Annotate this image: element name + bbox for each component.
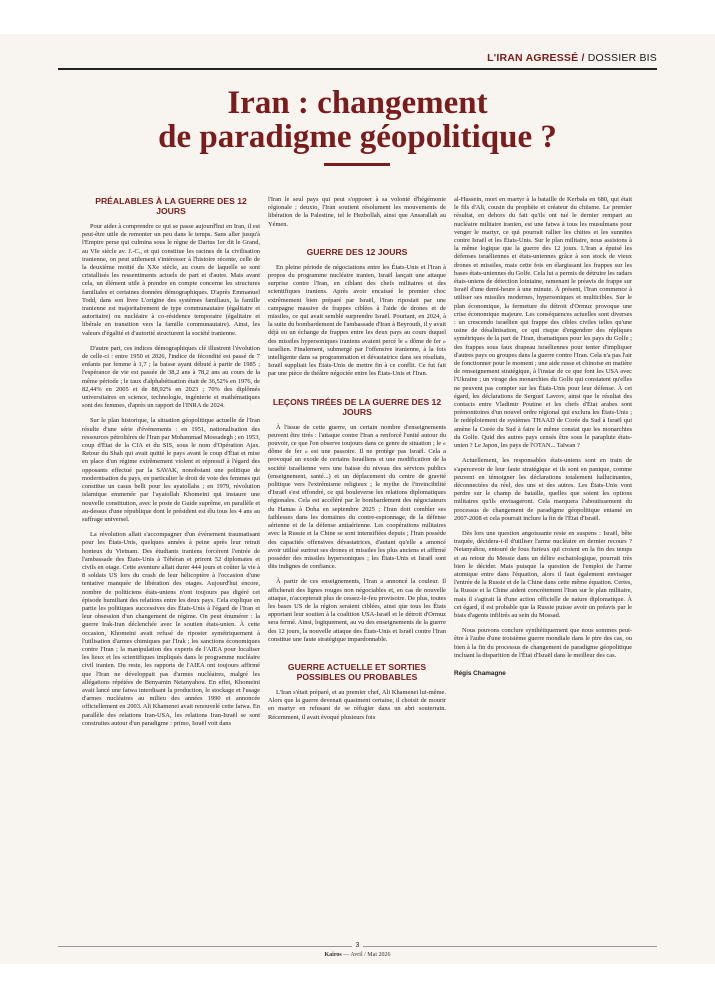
column-2	[268, 196, 446, 729]
paragraph: L'Iran s'était préparé, et au premier chef, Ali Khamenei lui-même. Alors que la guerre devenait quasiment certaine, il choisit de mourir en martyr en refusant de se réfugier dans un abri souterrain. Récemment, il avait évoqué plusieurs fois	[268, 688, 446, 721]
paragraph: D'autre part, ces indices démographiques clé illustrent l'évolution de celle-ci : entre 1950 et 2026, l'indice de fécondité est passé de 7 enfants par femme à 1,7 ; la baisse ayant débuté à partir de 1985 ; l'espérance de vie est passée de 38,2 ans à 78,2 ans au cours de la même période ; le taux d'alphabétisation était de 36,52% en 1976, de 82,44% en 2005 et de 88,92% en 2023 ; 70% des diplômés universitaires en science, technologie, ingénierie et mathématiques sont des femmes, d'après un rapport de l'INRA de 2024.	[82, 344, 260, 410]
publication-name: Kairos	[324, 952, 342, 958]
paragraph: En pleine période de négociations entre les États-Unis et l'Iran à propos du programme nucléaire iranien, Israël lançait une attaque surprise contre l'Iran, en ciblant des chefs militaires et des scientifiques iraniens. Après avoir encaissé le premier choc extrêmement bien préparé par Israël, l'Iran ripostait par une campagne massive de frappes ciblées à l'aide de drones et de missiles, ce qui avait semblé surprendre Israël. Pourtant, en 2024, à la suite du bombardement de l'ambassade d'Iran à Beyrouth, il y avait déjà eu un échange de frappes entre les deux pays au cours duquel des missiles hypersoniques iraniens avaient percé le « dôme de fer » israélien. Finalement, submergé par l'offensive iranienne, à la fois intelligente dans sa programmation et dévastatrice dans ses résultats, Israël suppliait les États-Unis de mettre fin à ce conflit. Ce fut fait par une pièce de théâtre négociée entre les États-Unis et l'Iran.	[268, 263, 446, 378]
header-rule	[58, 68, 657, 70]
paragraph: l'Iran le seul pays qui peut s'opposer à sa volonté d'hégémonie régionale ; deuxio, l'Iran soutient résolument les mouvements de libération de la Palestine, tel le Hezbollah, ainsi que Ansarallah au Yémen.	[268, 196, 446, 228]
publication-issue: — Avril / Mai 2026	[341, 952, 391, 958]
title-line-1: Iran : changement	[227, 85, 488, 121]
author-signature: Régis Chamagne	[454, 669, 506, 677]
page-number-value: 3	[352, 942, 364, 949]
paragraph: al-Hussein, mort en martyr à la bataille de Kerbala en 680, qui était le fils d'Ali, cousin du prophète et créateur du chiisme. Le premier résultat, en dehors du fait qu'ils ont tué le dernier rempart au nucléaire militaire iranien, est une fatwa à tous les musulmans pour venger le martyr, ce qui pourrait rallier les chiites et les sunnites contre Israël et les États-Unis. Sur le plan militaire, nous assistons à la même logique que la guerre des 12 jours. L'Iran a épuisé les défenses israéliennes et états-uniennes grâce à son stock de vieux drones et missiles, mais cette fois en élargissant les frappes sur les bases états-uniennes du Golfe. Cela lui a permis de détruire les radars états-uniens de détection lointaine, ramenant le préavis de frappe sur Israël d'une demi-heure à une minute. À présent, l'Iran commence à utiliser ses missiles modernes, hypersoniques et multicibles. Sur le plan économique, la fermeture du détroit d'Ormuz provoque une crise économique majeure. Les conséquences actuelles sont diverses : un crescendo israélien qui frappe des cibles civiles telles qu'une usine de désalinisation, ce qui risque d'engendrer des répliques symétriques de la part de l'Iran, dramatiques pour les pays du Golfe ; des frappes sous faux drapeau israéliennes pour tenter d'impliquer d'autres pays ou groupes dans la guerre contre l'Iran. Cela n'a pas l'air de fonctionner pour le moment ; une aide russe et chinoise en matière de renseignement stratégique, à l'instar de ce que font les USA avec l'Ukraine ; un virage des monarchies du Golfe qui constatent qu'elles ne peuvent pas compter sur les États-Unis pour leur défense. À cet égard, les déclarations de Sergueï Lavrov, ainsi que le résultat des contacts entre Vladimir Poutine et les chefs d'État arabes sont prémonitoires d'un nouvel ordre régional qui exclura les États-Unis ; le redéploiement de systèmes THAAD de Corée du Sud à Israël qui amène la Corée du Sud à faire le même constat que les monarchies du Golfe. Quid des autres pays censés être sous le parapluie états-unien ? Le Japon, les pays de l'OTAN... Taïwan ?	[454, 196, 632, 450]
paragraph: Sur le plan historique, la situation géopolitique actuelle de l'Iran résulte d'une série d'événements : en 1951, nationalisation des ressources pétrolières de l'Iran par Mohammad Mossadegh ; en 1953, coup d'État de la CIA et du SIS, sous le nom d'Opération Ajax. Retour du Shah qui avait quitté le pays avant le coup d'État et mise en place d'un régime extrêmement violent et répressif à l'égard des opposants effectué par la SAVAK, nonobstant une politique de modernisation du pays, en particulier le droit de vote des femmes qui constitue un casus belli pour les ayatollahs ; en 1979, révolution islamique emmenée par l'ayatollah Khomeini qui instaure une nouvelle constitution, avec le poste de Guide suprême, en parallèle et au-dessus d'une république dont le président est élu tous les 4 ans au suffrage universel.	[82, 417, 260, 523]
column-3	[454, 196, 632, 685]
title-line-2: de paradigme géopolitique ?	[158, 119, 557, 155]
paragraph: Pour aider à comprendre ce qui se passe aujourd'hui en Iran, il est peut-être utile de remonter un peu dans le temps. Sans aller jusqu'à l'Empire perse qui culmina sous le règne de Darius 1er dit le Grand, au VIe siècle av. J.-C., et qui constitue les racines de la civilisation iranienne, on peut utilement s'intéresser à l'histoire récente, celle de la deuxième moitié du XXe siècle, au cours de laquelle se sont cristallisés les ressentiments actuels de part et d'autre. Mais avant cela, un élément utile à prendre en compte concerne les structures familiales et certaines données démographiques. D'après Emmanuel Todd, dans son livre L'origine des systèmes familiaux, la famille iranienne est majoritairement de type communautaire (égalitaire et autoritaire) ou nucléaire à co-résidence temporaire (égalitaire et libérale en transition vers la famille communautaire). Ainsi, les valeurs d'égalité et d'autorité structurent la société iranienne.	[82, 223, 260, 337]
section-header	[487, 52, 657, 64]
paragraph: Nous pouvons conclure synthétiquement que nous sommes peut-être à l'aube d'une troisième guerre mondiale dans le pire des cas, ou bien à la fin du processus de changement de paradigme géopolitique incluant la disparition de l'État d'Israël dans le meilleur des cas.	[454, 627, 632, 659]
footer-publication	[0, 952, 715, 958]
section-name: DOSSIER BIS	[587, 52, 657, 64]
article-title	[58, 86, 657, 154]
subhead-guerre-actuelle: GUERRE ACTUELLE ET SORTIES POSSIBLES OU PROBABLES	[287, 661, 427, 682]
paragraph: Actuellement, les responsables états-uniens sont en train de s'apercevoir de leur faute stratégique et ils sont en panique, comme peuvent en témoigner les déclarations totalement hallucinantes, déconnectées du réel, des uns et des autres. Les États-Unis vont perdre sur le champ de bataille, quelles que soient les options militaires qu'ils envisageront. Cela marquera l'aboutissement du processus de changement de paradigme géopolitique entamé en 2007-2008 et cela pourrait inclure la fin de l'État d'Israël.	[454, 457, 632, 522]
paragraph: À l'issue de cette guerre, un certain nombre d'enseignements peuvent être tirés : l'attaque contre l'Iran a renforcé l'unité autour du pouvoir, ce que l'on observe toujours dans ce genre de situation ; le « dôme de fer » est une passoire. Il ne protège pas Israël. Cela a provoqué un exode de certains Israéliens et une modification de la société israélienne vers une baisse du niveau des services publics (enseignement, santé...) et un déplacement du centre de gravité politique vers l'extrémisme religieux ; le mythe de l'invincibilité d'Israël s'est effondré, ce qui bouleverse les relations diplomatiques régionales. Cela est accéléré par le bombardement des négociateurs du Hamas à Doha en septembre 2025 ; l'Iran doit combler ses faiblesses dans les domaines du contre-espionnage, de la défense aérienne et de la défense antiaérienne. Les coopérations militaires avec la Russie et la Chine se sont intensifiées depuis ; l'Iran possède des capacités offensives dévastatrices, d'autant qu'elle a amoncé avoir utilisé surtout ses drones et missiles les plus anciens et affirmé posséder des missiles hypersoniques ; les États-Unis et Israël sont dits indignes de confiance.	[268, 423, 446, 571]
section-separator: /	[578, 52, 588, 64]
column-1	[82, 196, 260, 735]
title-underline	[324, 163, 390, 166]
subhead-lecons: LEÇONS TIRÉES DE LA GUERRE DES 12 JOURS	[272, 396, 442, 417]
section-kicker: L'IRAN AGRESSÉ	[487, 52, 579, 64]
paragraph: Dès lors une question angoissante reste en suspens : Israël, bête traquée, décidera-t-il d'utiliser l'arme nucléaire en dernier recours ? Netanyahou, entouré de fous furieux qui croient en la fin des temps et au retour du Messie dans un délire eschatologique, pourrait très bien le décider. Mais puisque la question de l'emploi de l'arme atomique entre dans l'équation, alors il faut également envisager l'entrée de la Russie et de la Chine dans cette même équation. Certes, la Russie et la Chine aident concrètement l'Iran sur le plan militaire, mais il s'agirait là d'une action officielle de nature diplomatique. À cet égard, il est probable que la Russie puisse avoir un préavis par le biais d'agents infiltrés au sein du Mossad.	[454, 529, 632, 619]
paragraph: À partir de ces enseignements, l'Iran a annoncé la couleur. Il afficherait des lignes rouges non négociables et, en cas de nouvelle attaque, n'accepterait plus de cessez-le-feu provisoire. De plus, toutes les bases US de la région seraient ciblées, ainsi que tous les États apportant leur soutien à la coalition USA-Israël et le détroit d'Ormuz sera fermé. Ainsi, logiquement, au vu des enseignements de la guerre des 12 jours, la nouvelle attaque des États-Unis et Israël contre l'Iran constitue une faute stratégique impardonnable.	[268, 578, 446, 643]
subhead-guerre-12-jours: GUERRE DES 12 JOURS	[306, 246, 408, 257]
page-number	[0, 942, 715, 949]
subhead-prealables: PRÉALABLES À LA GUERRE DES 12 JOURS	[95, 196, 247, 216]
paragraph: La révolution allait s'accompagner d'un événement traumatisant pour les États-Unis, quelques années à peine après leur retrait honteux du Vietnam. Des étudiants iraniens forcèrent l'entrée de l'ambassade des États-Unis à Téhéran et prirent 52 diplomates et civils en otage. Cette aventure allait durer 444 jours et coûter la vie à 8 soldats US lors du crash de leur hélicoptère à l'occasion d'une tentative manquée de libération des otages. Aujourd'hui encore, nombre de politiciens états-uniens n'ont toujours pas digéré cet épisode humiliant des relations entre les deux pays. Cela explique en partie les politiques successives des États-Unis à l'égard de l'Iran et leur obsession d'un changement de régime. On peut énumérer : la guerre Irak-Iran déclenchée avec le soutien états-unien. À cette occasion, Khomeini avait refusé de riposter symétriquement à l'utilisation d'armes chimiques par l'Irak ; les sanctions économiques contre l'Iran ; la manipulation des experts de l'AIEA pour localiser les lieux et les scientifiques impliqués dans le programme nucléaire civil iranien. Du reste, les rapports de l'AIEA ont toujours affirmé que l'Iran ne développait pas d'armes nucléaires, malgré les allégations répétées de Benyamin Netanyahou. En effet, Khomeini avait lancé une fatwa interdisant la production, le stockage et l'usage d'armes nucléaires au milieu des années 1990 et annoncée officiellement en 2003. Ali Khamenei avait renouvelé cette fatwa. En parallèle des relations Iran-USA, les relations Iran-Israël se sont construites autour d'un paradigme : primo, Israël voit dans	[82, 531, 260, 727]
